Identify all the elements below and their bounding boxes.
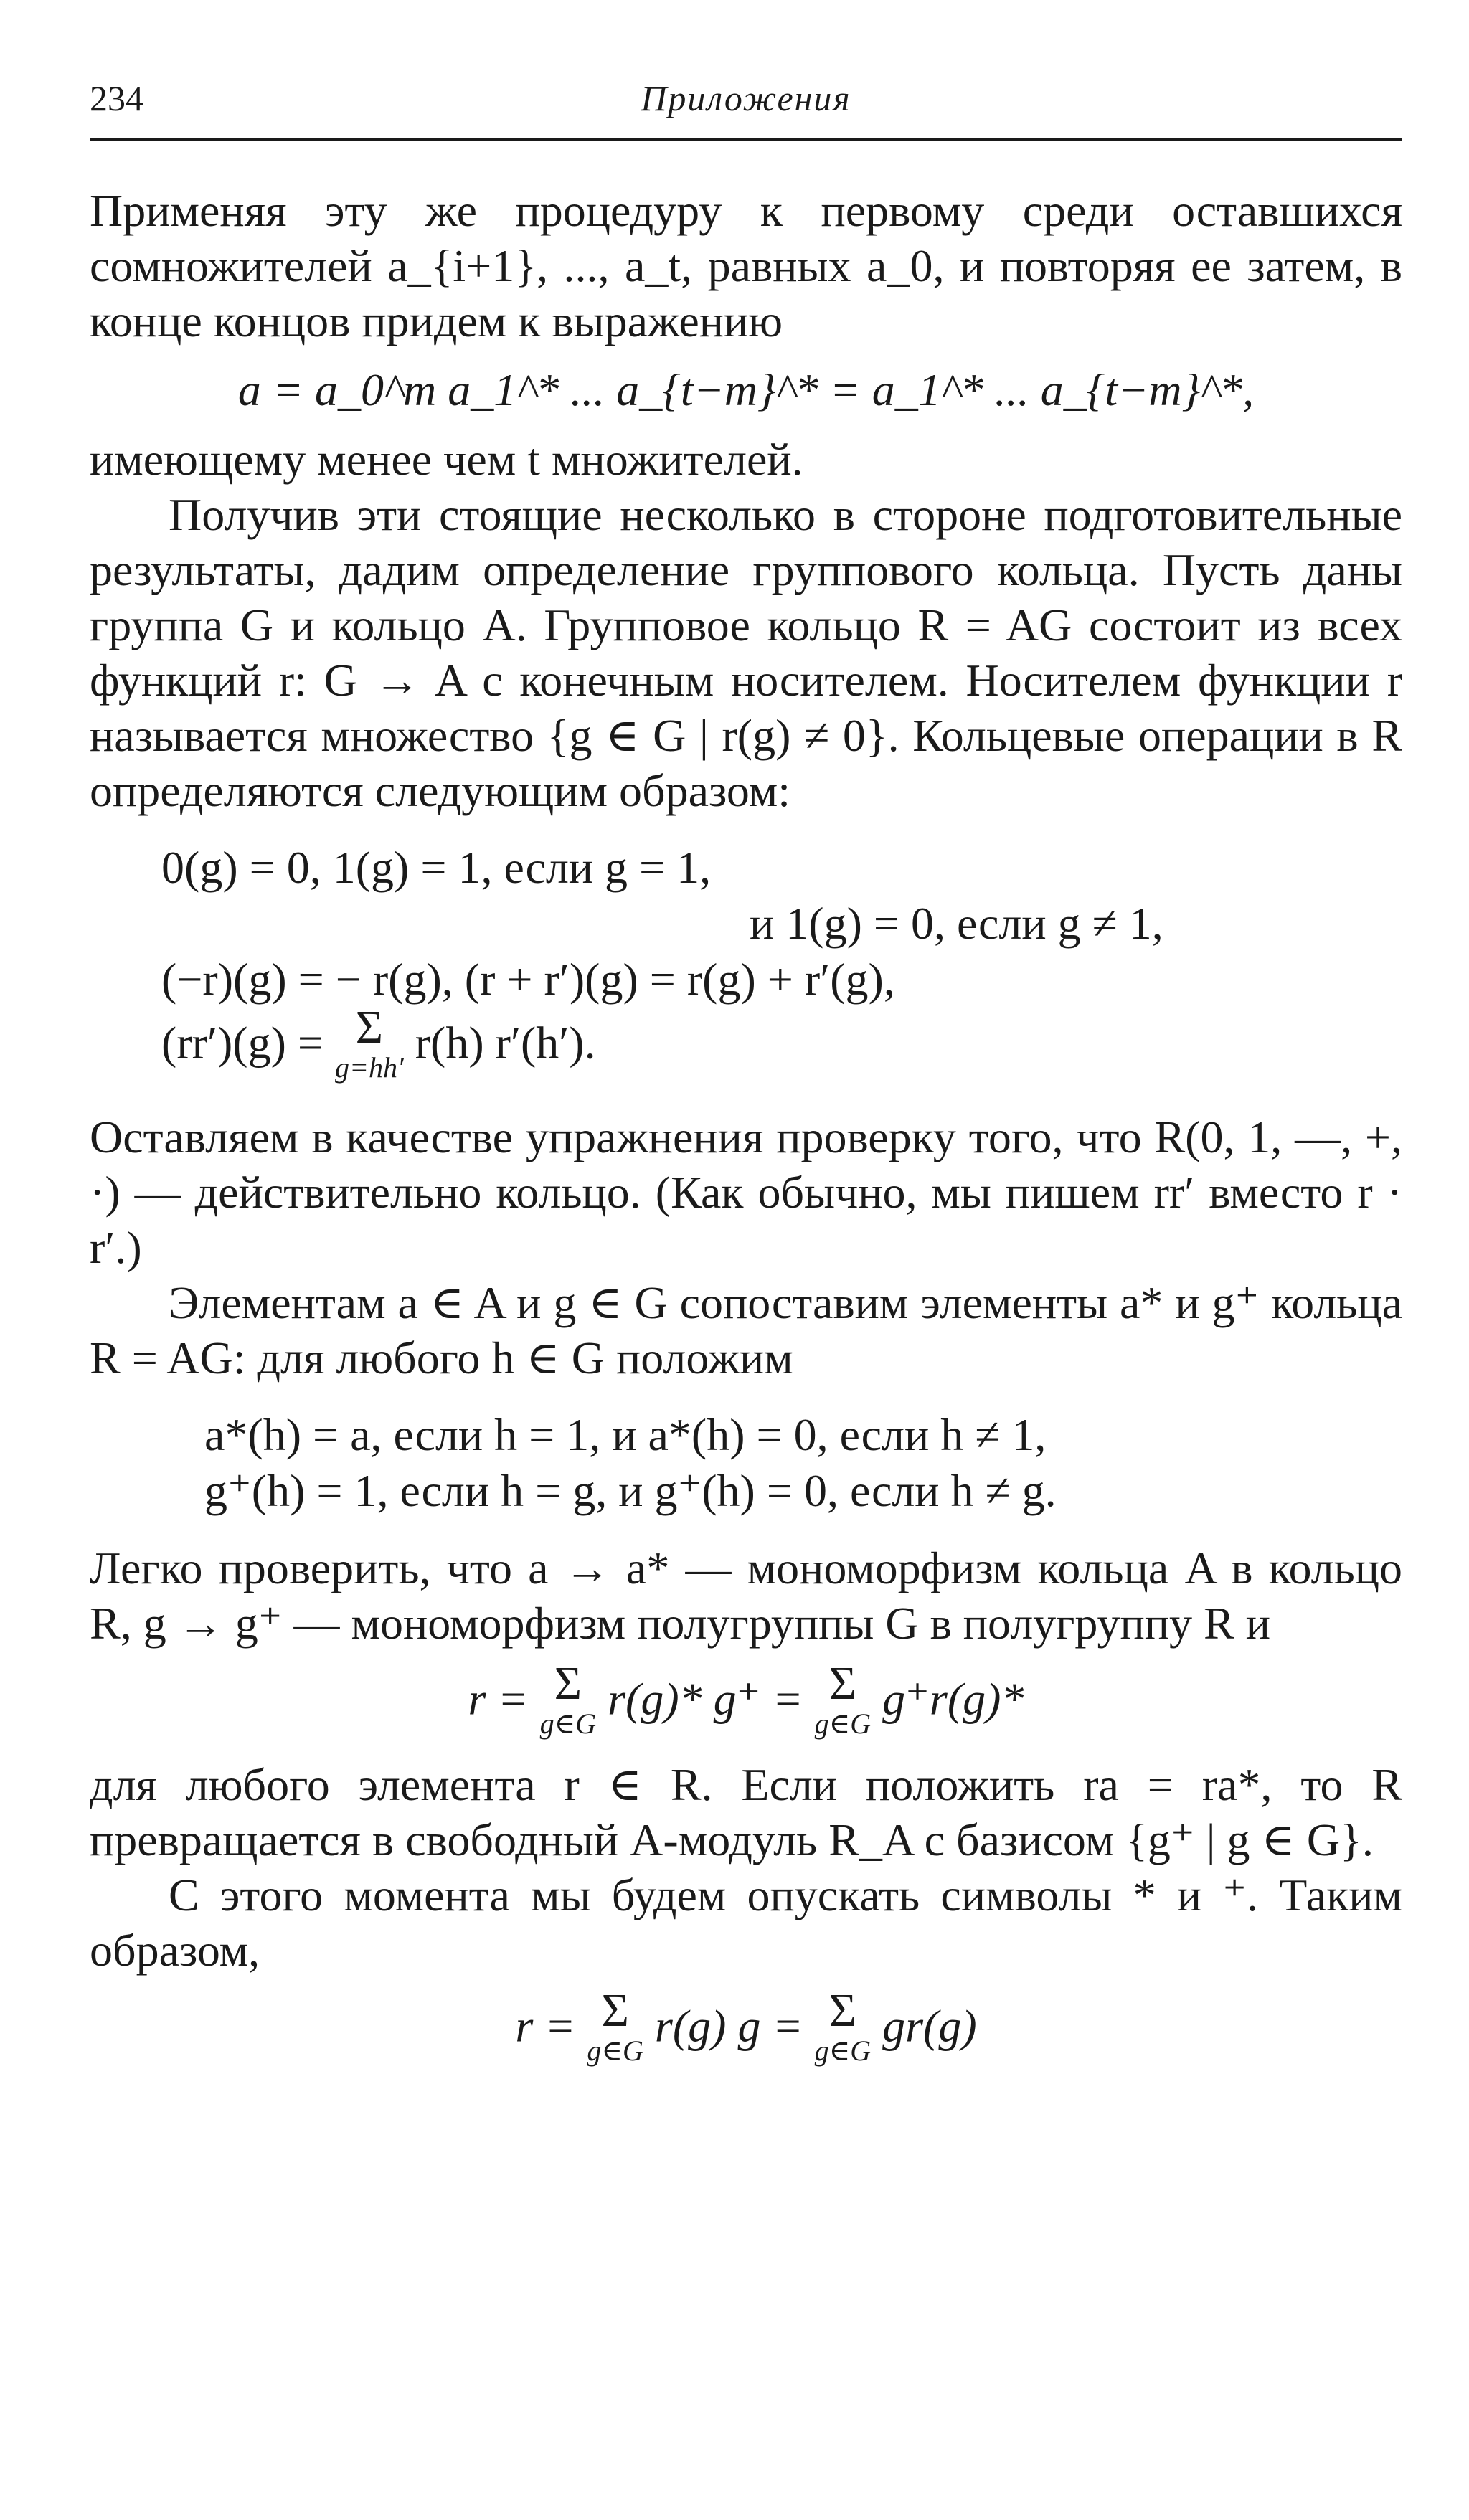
equation-2a: 0(g) = 0, 1(g) = 1, если g = 1, [161,842,712,893]
sum-subscript: g∈G [814,2035,872,2067]
equation-2d-left: (rr′)(g) = [161,1017,323,1069]
paragraph-7: для любого элемента r ∈ R. Если положить ra = ra*, то R превращается в свободный A-модуль R_A с базисом {g⁺ | g ∈ G}. [90,1759,1402,1865]
equation-5-left: r = [515,2000,576,2052]
sigma: Σ [355,1001,384,1053]
equation-4-left: r = [468,1673,529,1725]
sum-symbol [814,1984,872,2071]
sum-symbol [814,1657,872,1744]
paragraph-6: Легко проверить, что a → a* — мономорфизм кольца A в кольцо R, g → g⁺ — мономорфизм полугруппы G в полугруппу R и [90,1543,1402,1649]
paragraph-4: Оставляем в качестве упражнения проверку того, что R(0, 1, —, +, ·) — действительно кольцо. (Как обычно, мы пишем rr′ вместо r · r′.) [90,1112,1402,1273]
paragraph-1: Применяя эту же процедуру к первому среди оставшихся сомножителей a_{i+1}, ..., a_t, равных a_0, и повторяя ее затем, в конце концов придем к выражению [90,185,1402,346]
running-header [90,70,1402,135]
equation-5 [90,1984,1402,2071]
equation-2d-right: r(h) r′(h′). [415,1017,596,1069]
sum-subscript: g∈G [587,2035,643,2067]
paragraph-8: С этого момента мы будем опускать символы * и ⁺. Таким образом, [90,1870,1402,1976]
sigma: Σ [601,1984,629,2037]
equation-4-right: g⁺r(g)* [882,1673,1024,1725]
equation-3b: g⁺(h) = 1, если h = g, и g⁺(h) = 0, если h ≠ g. [204,1465,1057,1516]
star-plus-definitions [90,1407,1402,1519]
sum-subscript: g=hh′ [334,1051,404,1084]
sigma: Σ [554,1657,582,1710]
equation-4 [90,1657,1402,1744]
sigma: Σ [828,1657,857,1710]
sum-subscript: g∈G [814,1707,872,1740]
equation-2d [161,1001,1402,1088]
page-body [90,183,1402,2084]
sum-symbol [587,1984,643,2071]
page-number: 234 [90,78,143,118]
sum-subscript: g∈G [539,1707,597,1740]
equation-2b: и 1(g) = 0, если g ≠ 1, [750,898,1163,949]
sigma: Σ [828,1984,857,2037]
equation-5-right: gr(g) [882,2000,977,2052]
paragraph-3: Получив эти стоящие несколько в стороне подготовительные результаты, дадим определение группового кольца. Пусть даны группа G и кольцо A. Групповое кольцо R = AG состоит из всех функций r: G → A с конечным носителем. Носителем функции r называется множество {g ∈ G | r(g) ≠ 0}. Кольцевые операции в R определяются следующим образом: [90,489,1402,816]
sum-symbol [334,1001,404,1088]
equation-2c: (−r)(g) = − r(g), (r + r′)(g) = r(g) + r′(g), [161,954,895,1005]
book-page [90,0,1402,2520]
ring-operations [90,840,1402,1088]
paragraph-5: Элементам a ∈ A и g ∈ G сопоставим элементы a* и g⁺ кольца R = AG: для любого h ∈ G положим [90,1277,1402,1383]
header-rule [90,138,1402,141]
sum-symbol [539,1657,597,1744]
equation-1: a = a_0^m a_1^* ... a_{t−m}^* = a_1^* ... a_{t−m}^*, [237,364,1255,415]
equation-4-mid: r(g)* g⁺ = [608,1673,803,1725]
running-title: Приложения [641,78,851,118]
paragraph-2: имеющему менее чем t множителей. [90,434,803,485]
equation-3a: a*(h) = a, если h = 1, и a*(h) = 0, если h ≠ 1, [204,1409,1047,1460]
equation-5-mid: r(g) g = [654,2000,803,2052]
